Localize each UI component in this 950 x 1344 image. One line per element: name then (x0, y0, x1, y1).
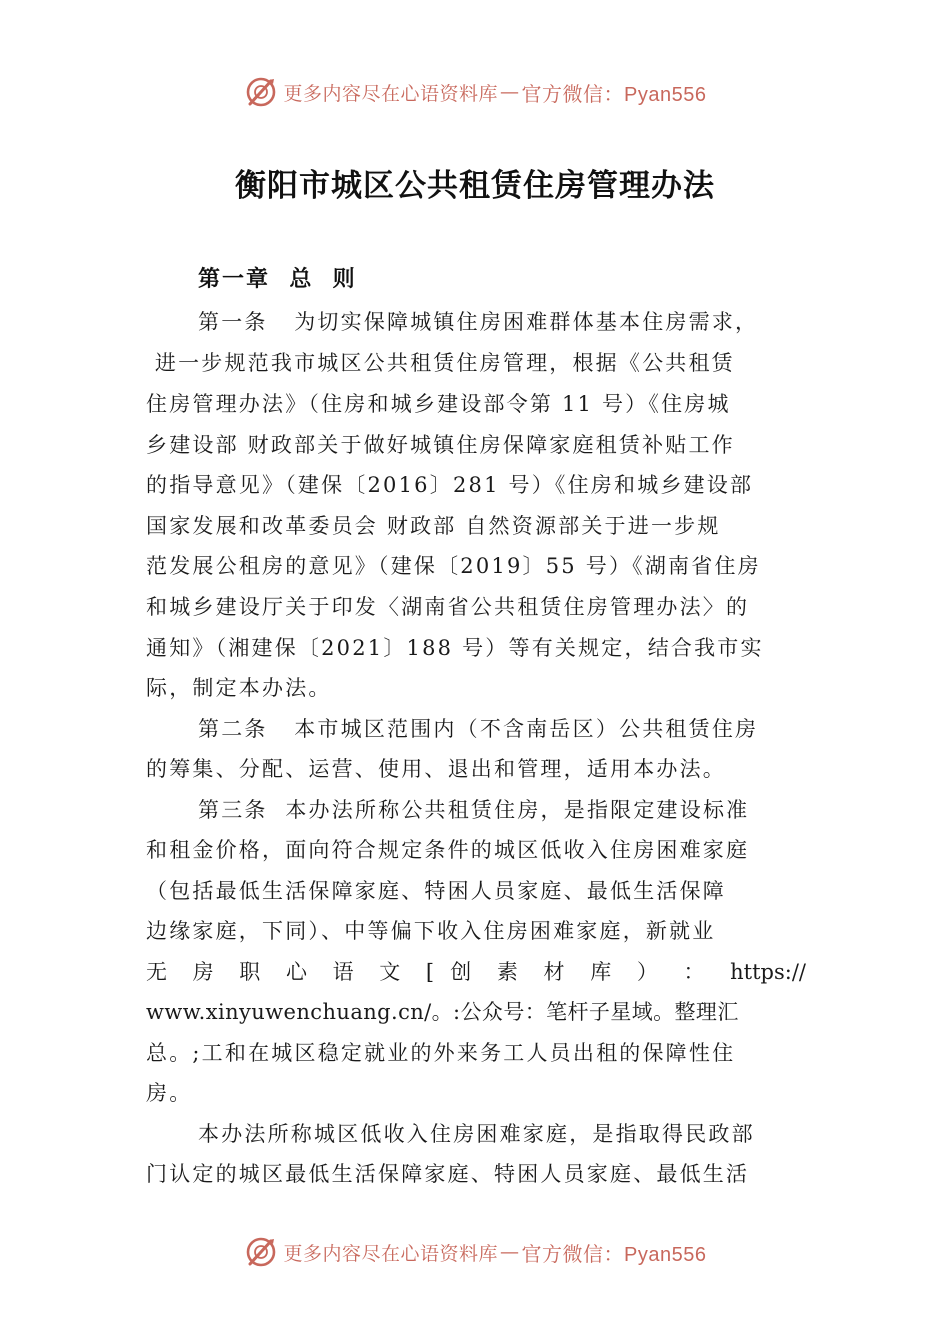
text-line: 总。;工和在城区稳定就业的外来务工人员出租的保障性住 (146, 1041, 736, 1065)
text-line: 通知》（湘建保〔2021〕188 号）等有关规定，结合我市实 (146, 636, 764, 660)
text-line: （包括最低生活保障家庭、特困人员家庭、最低生活保障 (146, 879, 726, 903)
chapter-heading: 第一章 总 则 (198, 267, 357, 292)
brand-logo-icon (244, 75, 278, 109)
text-line: 范发展公租房的意见》（建保〔2019〕55 号）《湖南省住房 (146, 554, 761, 578)
footer-banner-separator: — (500, 1241, 520, 1263)
text-line: 房。 (146, 1081, 193, 1105)
text-line: 第三条 本办法所称公共租赁住房，是指限定建设标准 (198, 798, 750, 822)
text-line: 的指导意见》（建保〔2016〕281 号）《住房和城乡建设部 (146, 473, 754, 497)
text-line: 本办法所称城区低收入住房困难家庭，是指取得民政部 (198, 1122, 755, 1146)
text-line: 门认定的城区最低生活保障家庭、特困人员家庭、最低生活 (146, 1162, 750, 1186)
header-banner-wechat: 官方微信：Pyan556 (521, 83, 707, 106)
text-line: 进一步规范我市城区公共租赁住房管理，根据《公共租赁 (146, 351, 735, 375)
header-banner (0, 72, 950, 112)
text-line: 第一条 为切实保障城镇住房困难群体基本住房需求， (198, 310, 759, 334)
text-line: www.xinyuwenchuang.cn/。:公众号：笔杆子星域。整理汇 (146, 1000, 739, 1024)
footer-banner (0, 1232, 950, 1272)
text-line: 住房管理办法》（住房和城乡建设部令第 11 号）《住房城 (146, 392, 731, 416)
text-line: 际，制定本办法。 (146, 676, 332, 700)
text-line: 乡建设部 财政部关于做好城镇住房保障家庭租赁补贴工作 (146, 433, 735, 457)
text-line: 的筹集、分配、运营、使用、退出和管理，适用本办法。 (146, 757, 726, 781)
text-line: 第二条 本市城区范围内（不含南岳区）公共租赁住房 (198, 717, 759, 741)
footer-banner-text: 更多内容尽在心语资料库 (283, 1242, 499, 1265)
text-line: 无 房 职 心 语 文 [ 创 素 材 库 ） ： https:// (146, 960, 806, 984)
footer-banner-wechat: 官方微信：Pyan556 (521, 1243, 707, 1266)
header-banner-text: 更多内容尽在心语资料库 (283, 82, 499, 105)
document-title: 衡阳市城区公共租赁住房管理办法 (235, 168, 715, 204)
text-line: 边缘家庭，下同）、中等偏下收入住房困难家庭，新就业 (146, 919, 716, 943)
brand-logo-icon (244, 1235, 278, 1269)
text-line: 和城乡建设厅关于印发〈湖南省公共租赁住房管理办法〉的 (146, 595, 750, 619)
header-banner-separator: — (500, 81, 520, 103)
text-line: 国家发展和改革委员会 财政部 自然资源部关于进一步规 (146, 514, 721, 538)
text-line: 和租金价格，面向符合规定条件的城区低收入住房困难家庭 (146, 838, 750, 862)
